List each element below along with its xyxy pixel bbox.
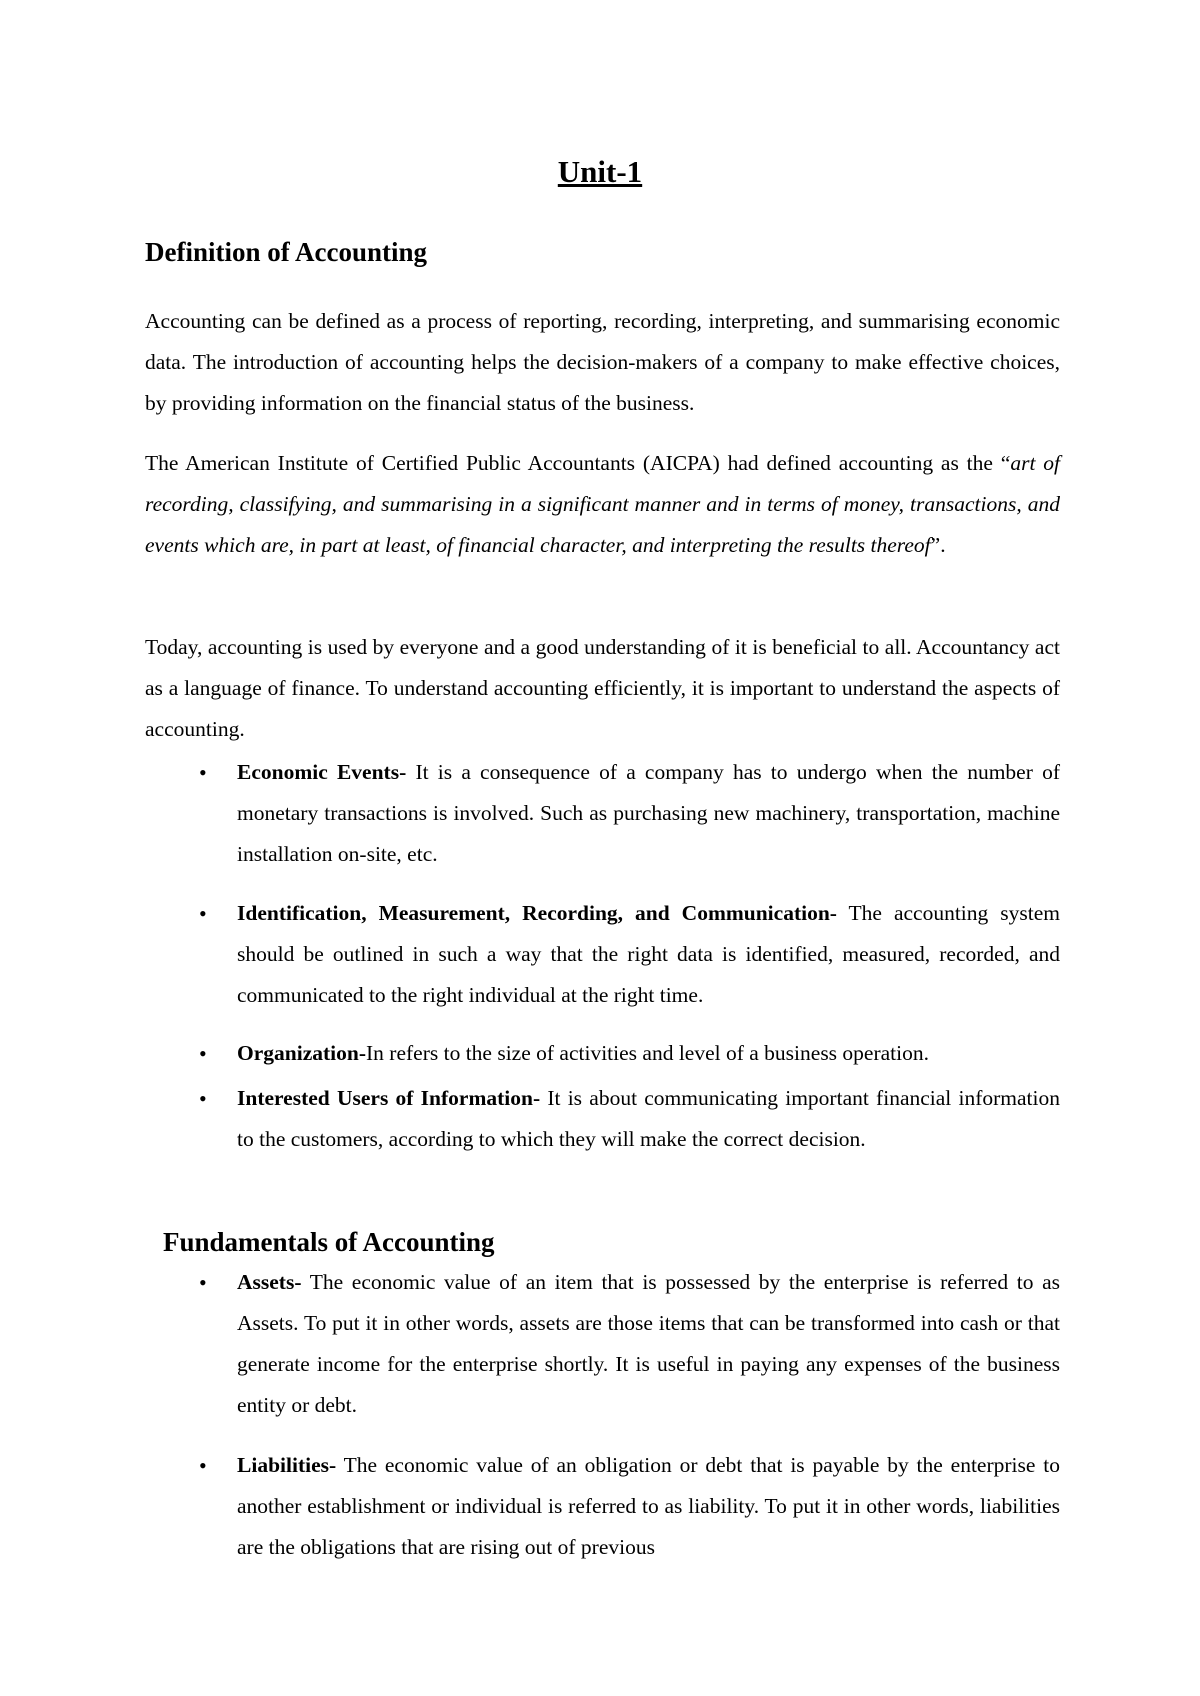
list-item-economic-events (199, 752, 1060, 875)
list-item-text: It is a consequence of a company has to undergo when the number of monetary transactions is involved. Such as purchasing new machinery, transportation, machine installation on-site, etc. (237, 760, 1060, 866)
bullet-icon: • (199, 1453, 207, 1478)
list-item-interested-users (199, 1078, 1060, 1160)
aicpa-quote: art of recording, classifying, and summarising in a significant manner and in terms of money, transactions, and events which are, in part at least, of financial character, and interpreting the results thereof (145, 451, 1060, 557)
list-item-identification (199, 893, 1060, 1016)
bullet-icon: • (199, 901, 207, 926)
list-item-term: Interested Users of Information- (237, 1086, 541, 1110)
paragraph-today: Today, accounting is used by everyone and a good understanding of it is beneficial to all. Accountancy act as a language of finance. To understand accounting efficiently, it is important to understand the aspects of accounting. (145, 635, 1060, 741)
aicpa-lead-text: The American Institute of Certified Public Accountants (AICPA) had defined accounting as the “ (145, 451, 1011, 475)
paragraph-definition: Accounting can be defined as a process of reporting, recording, interpreting, and summarising economic data. The introduction of accounting helps the decision-makers of a company to make effective choices, by providing information on the financial status of the business. (145, 309, 1060, 415)
section-heading-definition: Definition of Accounting (145, 237, 428, 267)
list-item-text: It is about communicating important financial information to the customers, according to which they will make the correct decision. (237, 1086, 1060, 1151)
list-item-organization (199, 1033, 1060, 1074)
list-item-term: Assets- (237, 1270, 302, 1294)
list-item-text: The economic value of an obligation or debt that is payable by the enterprise to another establishment or individual is referred to as liability. To put it in other words, liabilities are the obligations that are rising out of previous (237, 1453, 1060, 1559)
list-item-term: Organization- (237, 1041, 366, 1065)
page-title: Unit-1 (557, 154, 643, 189)
section-heading-fundamentals: Fundamentals of Accounting (163, 1227, 495, 1257)
list-item-text: In refers to the size of activities and level of a business operation. (366, 1041, 929, 1065)
bullet-icon: • (199, 1041, 207, 1066)
bullet-icon: • (199, 1270, 207, 1295)
list-item-term: Identification, Measurement, Recording, and Communication- (237, 901, 837, 925)
bullet-icon: • (199, 1086, 207, 1111)
list-item-text: The accounting system should be outlined in such a way that the right data is identified, measured, recorded, and communicated to the right individual at the right time. (237, 901, 1060, 1007)
bullet-icon: • (199, 760, 207, 785)
list-item-text: The economic value of an item that is possessed by the enterprise is referred to as Assets. To put it in other words, assets are those items that can be transformed into cash or that generate income for the enterprise shortly. It is useful in paying any expenses of the business entity or debt. (237, 1270, 1060, 1417)
list-item-term: Liabilities- (237, 1453, 337, 1477)
list-item-liabilities (199, 1445, 1060, 1568)
list-item-assets (199, 1262, 1060, 1426)
paragraph-aicpa (145, 443, 1060, 566)
aicpa-quote-end: ”. (930, 533, 946, 557)
list-item-term: Economic Events- (237, 760, 407, 784)
